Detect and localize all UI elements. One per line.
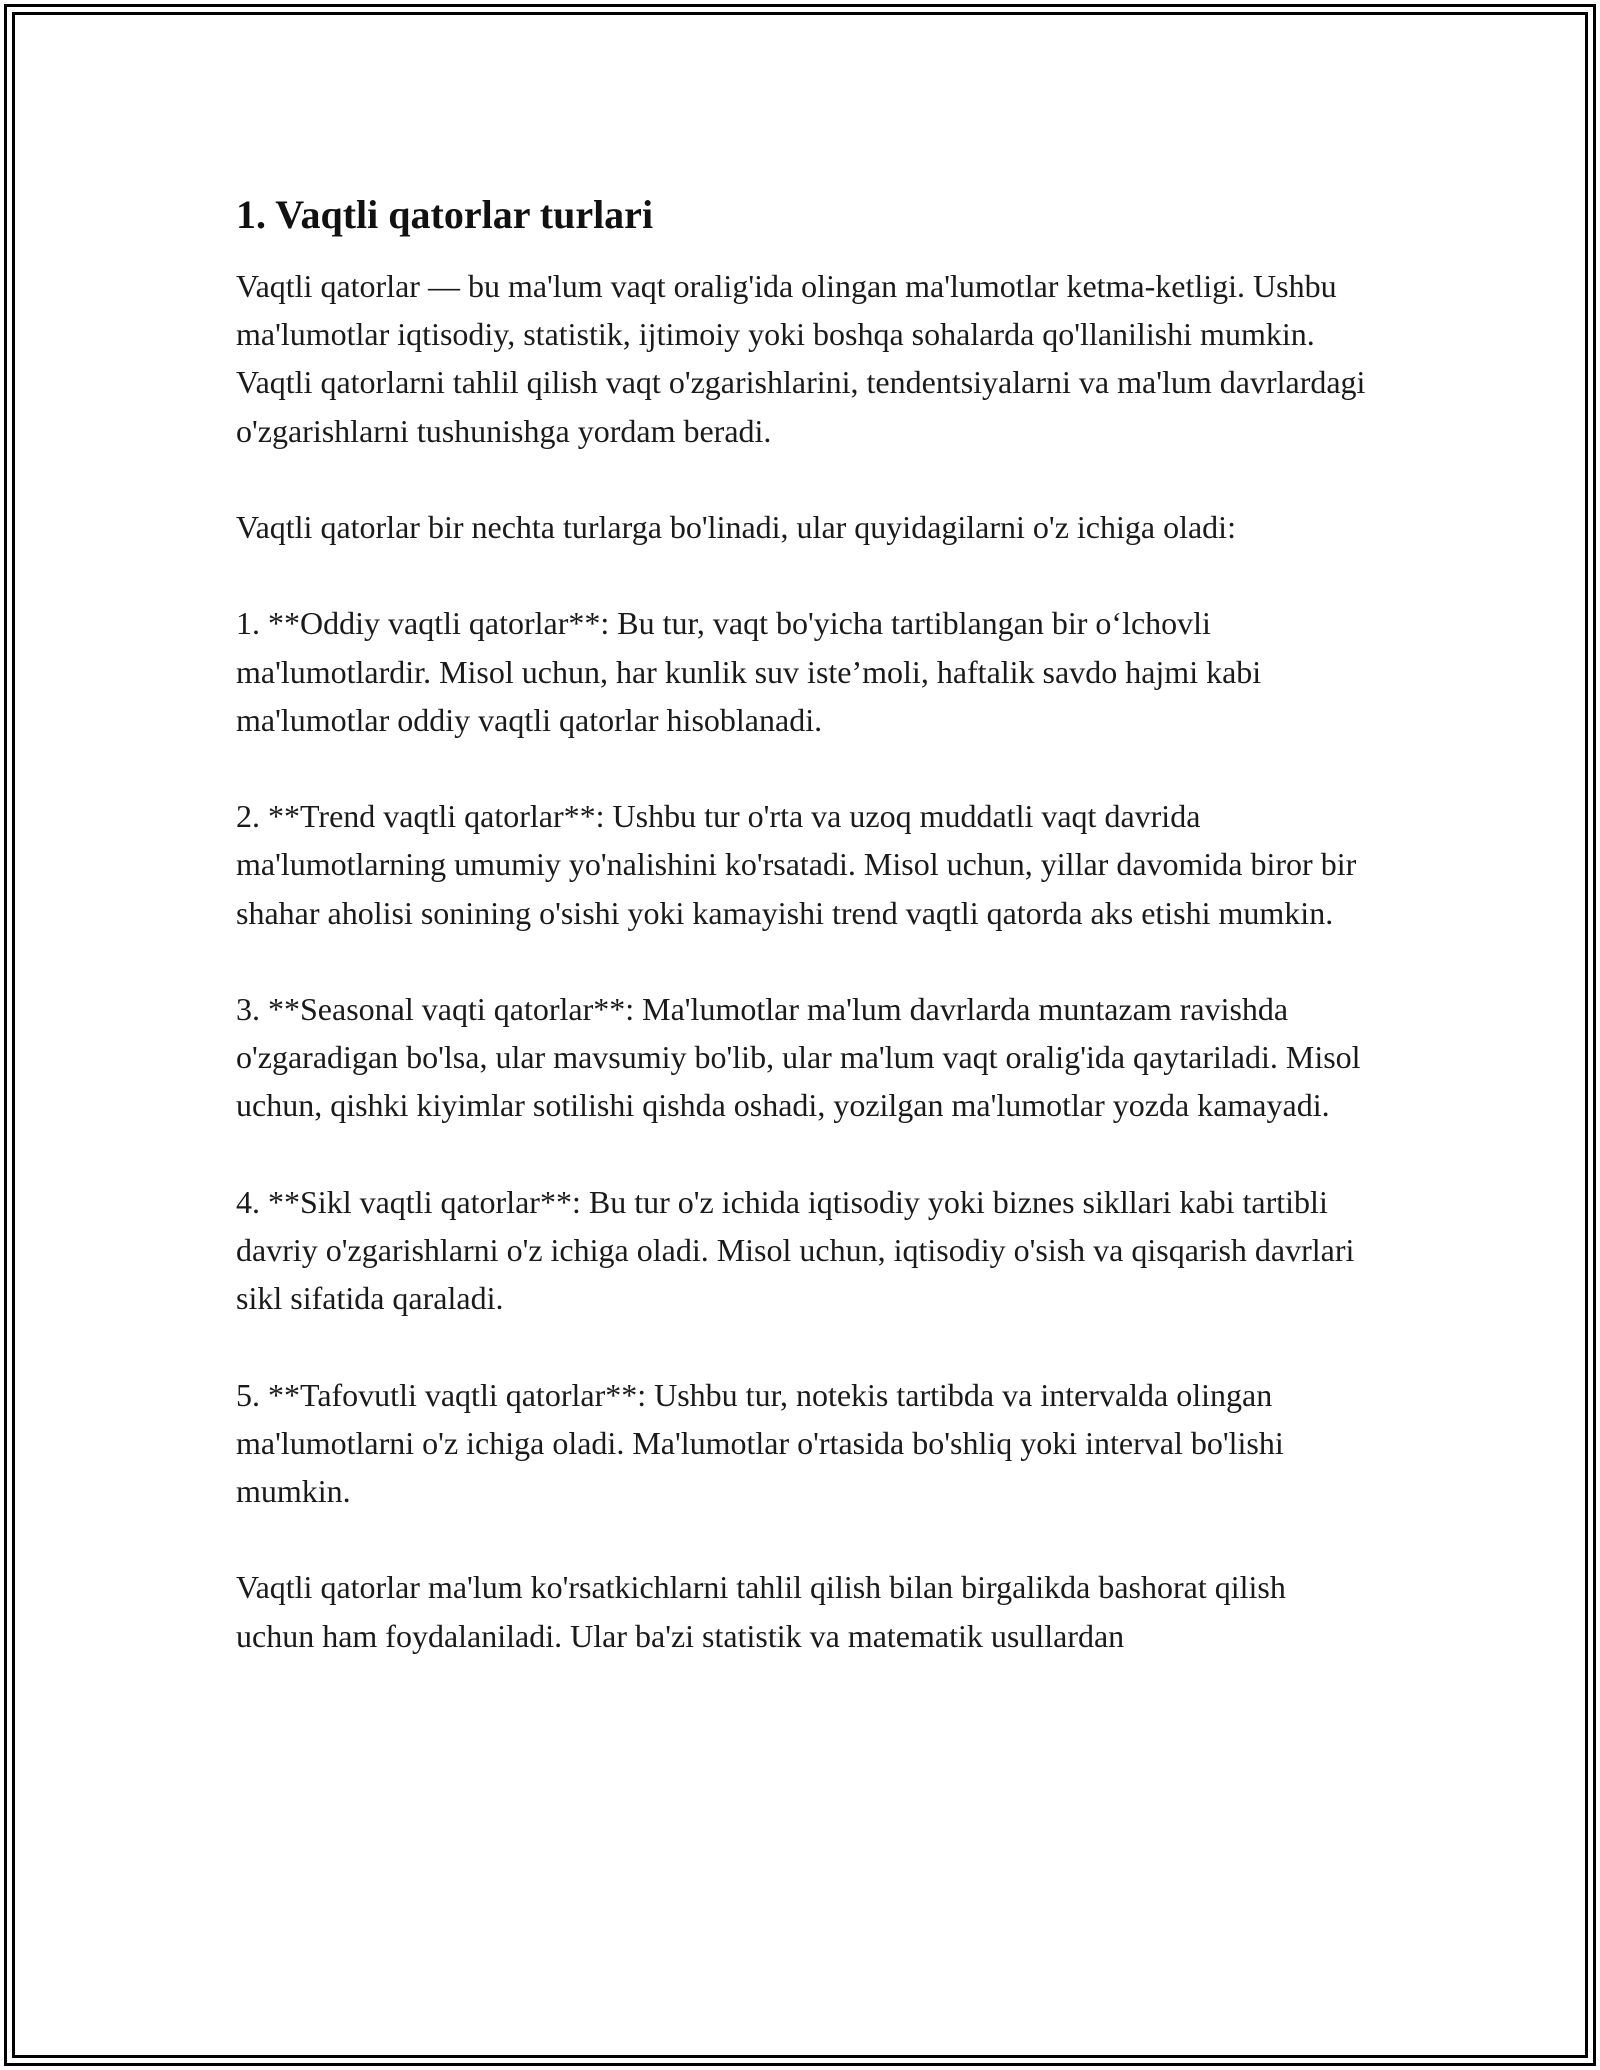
list-item-trend: 2. **Trend vaqtli qatorlar**: Ushbu tur o'rta va uzoq muddatli vaqt davrida ma'lumotlarning umumiy yo'nalishini ko'rsatadi. Misol uchun, yillar davomida biror bir shahar aholisi sonining o'sishi yoki kamayishi trend vaqtli qatorda aks etishi mumkin. [236,798,1357,931]
closing-paragraph: Vaqtli qatorlar ma'lum ko'rsatkichlarni tahlil qilish bilan birgalikda bashorat qilish uchun ham foydalaniladi. Ular ba'zi statistik va matematik usullardan [236,1569,1286,1654]
list-item-seasonal: 3. **Seasonal vaqti qatorlar**: Ma'lumotlar ma'lum davrlarda muntazam ravishda o'zgaradigan bo'lsa, ular mavsumiy bo'lib, ular ma'lum vaqt oralig'ida qaytariladi. Misol uchun, qishki kiyimlar sotilishi qishda oshadi, yozilgan ma'lumotlar yozda kamayadi. [236,990,1361,1124]
section-heading: 1. Vaqtli qatorlar turlari [236,192,654,237]
list-item-cycle: 4. **Sikl vaqtli qatorlar**: Bu tur o'z ichida iqtisodiy yoki biznes sikllari kabi tartibli davriy o'zgarishlarni o'z ichiga oladi. Misol uchun, iqtisodiy o'sish va qisqarish davrlari sikl sifatida qaraladi. [236,1183,1355,1317]
document-body [236,188,1366,1660]
types-lead-paragraph: Vaqtli qatorlar bir nechta turlarga bo'linadi, ular quyidagilarni o'z ichiga oladi: [236,509,1236,545]
list-item-irregular: 5. **Tafovutli vaqtli qatorlar**: Ushbu tur, notekis tartibda va intervalda olingan ma'lumotlarni o'z ichiga oladi. Ma'lumotlar o'rtasida bo'shliq yoki interval bo'lishi mumkin. [236,1376,1284,1509]
intro-paragraph: Vaqtli qatorlar — bu ma'lum vaqt oralig'ida olingan ma'lumotlar ketma-ketligi. Ushbu ma'lumotlar iqtisodiy, statistik, ijtimoiy yoki boshqa sohalarda qo'llanilishi mumkin. Vaqtli qatorlarni tahlil qilish vaqt o'zgarishlarini, tendentsiyalarni va ma'lum davrlardagi o'zgarishlarni tushunishga yordam beradi. [236,268,1366,449]
list-item-simple: 1. **Oddiy vaqtli qatorlar**: Bu tur, vaqt bo'yicha tartiblangan bir o‘lchovli ma'lumotlardir. Misol uchun, har kunlik suv iste’moli, haftalik savdo hajmi kabi ma'lumotlar oddiy vaqtli qatorlar hisoblanadi. [236,605,1262,738]
